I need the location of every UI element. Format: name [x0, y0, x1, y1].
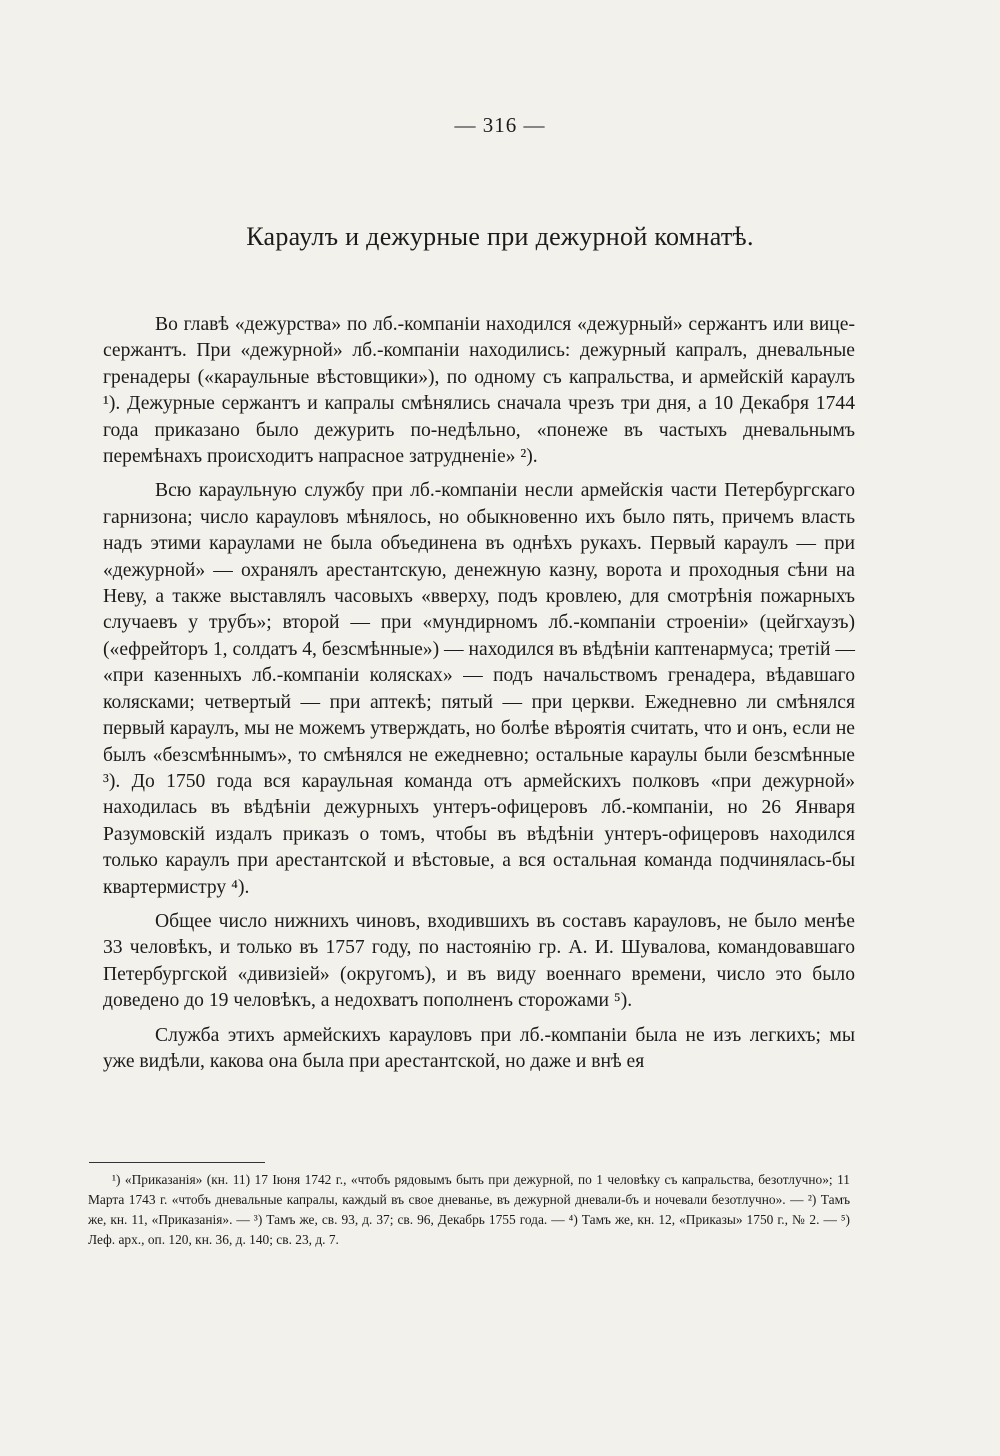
- footnotes: [88, 1170, 850, 1250]
- paragraph: Всю караульную службу при лб.-компаніи несли армейскія части Петербургскаго гарнизона; число карауловъ мѣнялось, но обыкновенно ихъ было пять, причемъ власть надъ этими караулами не была объединена въ однѣхъ рукахъ. Первый караулъ — при «дежурной» — охранялъ арестантскую, денежную казну, ворота и проходныя сѣни на Неву, а также выставлялъ часовыхъ «вверху, подъ кровлею, для смотрѣнія пожарныхъ случаевъ у трубъ»; второй — при «мундирномъ лб.-компаніи строеніи» (цейгхаузъ) («ефрейторъ 1, солдатъ 4, безсмѣнные») — находился въ вѣдѣніи каптенармуса; третій — «при казенныхъ лб.-компаніи колясках» — подъ начальствомъ гренадера, вѣдавшаго колясками; четвертый — при аптекѣ; пятый — при церкви. Ежедневно ли смѣнялся первый караулъ, мы не можемъ утверждать, но болѣе вѣроятія считать, что и онъ, если не былъ «безсмѣннымъ», то смѣнялся не ежедневно; остальные караулы были безсмѣнные ³). До 1750 года вся караульная команда отъ армейскихъ полковъ «при дежурной» находилась въ вѣдѣніи дежурныхъ унтеръ-офицеровъ лб.-компаніи, но 26 Января Разумовскій издалъ приказъ о томъ, чтобы въ вѣдѣніи унтеръ-офицеровъ находился только караулъ при арестантской и вѣстовые, а вся остальная команда подчинялась-бы квартермистру ⁴).: [103, 480, 855, 898]
- body-text: [103, 312, 855, 1083]
- footnote-text: ¹) «Приказанія» (кн. 11) 17 Іюня 1742 г., «чтобъ рядовымъ быть при дежурной, по 1 человѣку съ капральства, безотлучно»; 11 Марта 1743 г. «чтобъ дневальные капралы, каждый въ свое дневанье, въ дежурной дневали-бъ и ночевали безотлучно». — ²) Тамъ же, кн. 11, «Приказанія». — ³) Тамъ же, св. 93, д. 37; св. 96, Декабрь 1755 года. — ⁴) Тамъ же, кн. 12, «Приказы» 1750 г., № 2. — ⁵) Леф. арх., оп. 120, кн. 36, д. 140; св. 23, д. 7.: [88, 1172, 850, 1247]
- page-number: — 316 —: [454, 113, 546, 137]
- section-title: Караулъ и дежурные при дежурной комнатѣ.: [246, 222, 754, 251]
- footnote-divider: [89, 1162, 265, 1163]
- paragraph: Служба этихъ армейскихъ карауловъ при лб.-компаніи была не изъ легкихъ; мы уже видѣли, какова она была при арестантской, но даже и внѣ ея: [103, 1024, 855, 1072]
- paragraph: Общее число нижнихъ чиновъ, входившихъ въ составъ карауловъ, не было менѣе 33 человѣкъ, и только въ 1757 году, по настоянію гр. А. И. Шувалова, командовавшаго Петербургской «дивизіей» (округомъ), и въ виду военнаго времени, число это было доведено до 19 человѣкъ, а недохватъ пополненъ сторожами ⁵).: [103, 910, 855, 1012]
- paragraph: Во главѣ «дежурства» по лб.-компаніи находился «дежурный» сержантъ или вице-сержантъ. При «дежурной» лб.-компаніи находились: дежурный капралъ, дневальные гренадеры («караульные вѣстовщики»), по одному съ капральства, и армейскій караулъ ¹). Дежурные сержантъ и капралы смѣнялись сначала чрезъ три дня, а 10 Декабря 1744 года приказано было дежурить по-недѣльно, «понеже въ частыхъ дневальнымъ перемѣнахъ происходитъ напрасное затрудненіе» ²).: [103, 314, 855, 468]
